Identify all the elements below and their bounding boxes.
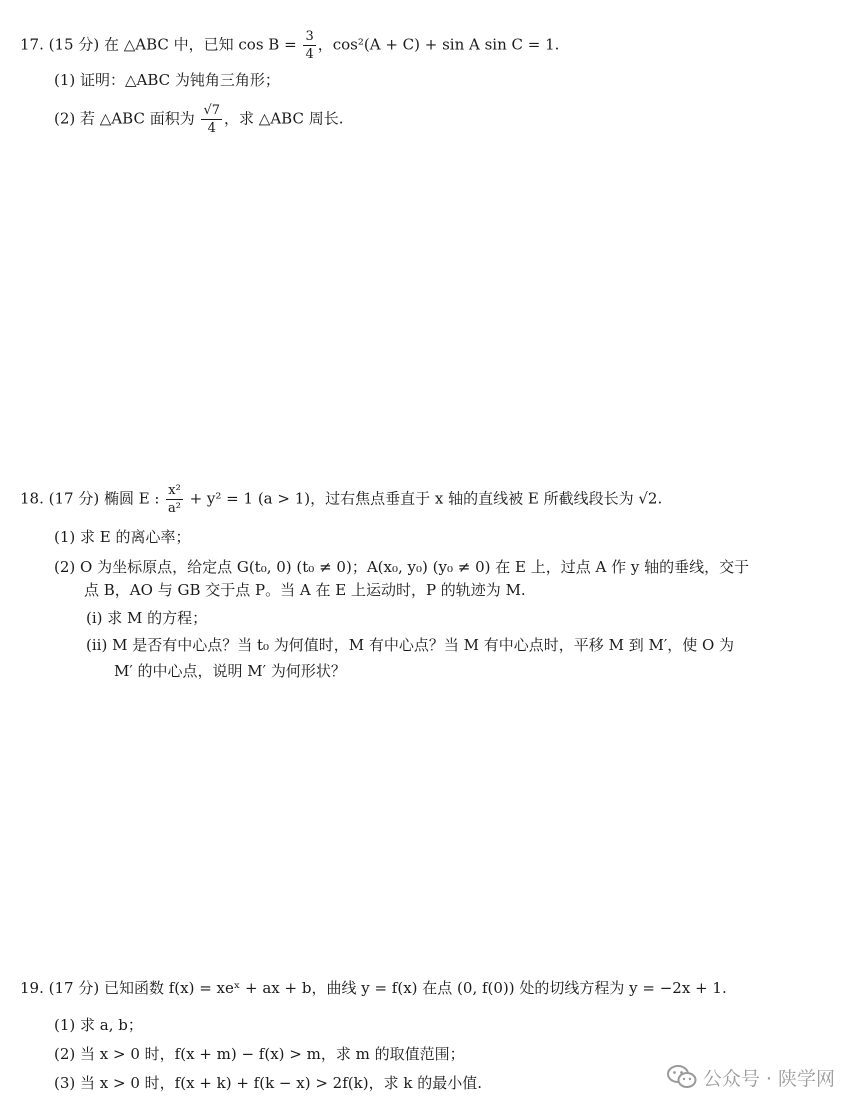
q18-part2-ii-line1: (ii) M 是否有中心点？当 t₀ 为何值时，M 有中心点？当 M 有中心点时，平移 M 到 M′，使 O 为 — [86, 636, 735, 654]
q17-cosB-numerator: 3 — [305, 29, 314, 44]
q17-header — [20, 30, 559, 61]
q17-area-numerator: √7 — [203, 103, 221, 118]
q18-header-mid: + y² = 1 (a > 1)，过右焦点垂直于 x 轴的直线被 E 所截线段长为 — [184, 489, 639, 508]
q19-part2: (2) 当 x > 0 时，f(x + m) − f(x) > m，求 m 的取值范围； — [54, 1045, 465, 1063]
q18-part2-i: (i) 求 M 的方程； — [86, 609, 208, 627]
q18-header-pre: 18. (17 分) 椭圆 E : — [20, 489, 165, 508]
q17-cosB-fraction — [303, 30, 315, 61]
q17-header-post: ，cos²(A + C) + sin A sin C = 1. — [317, 35, 560, 54]
watermark — [667, 1063, 835, 1091]
watermark-text: 公众号 · 陕学网 — [702, 1067, 835, 1090]
q17-part1: (1) 证明：△ABC 为钝角三角形； — [54, 71, 280, 89]
q19-header: 19. (17 分) 已知函数 f(x) = xeˣ + ax + b，曲线 y = f(x) 在点 (0, f(0)) 处的切线方程为 y = −2x + 1. — [20, 979, 727, 997]
q17-part2-pre: (2) 若 △ABC 面积为 — [54, 109, 200, 128]
q17-cosB-denominator: 4 — [305, 47, 314, 62]
q18-ellipse-fraction — [166, 484, 183, 515]
q17-area-fraction — [201, 104, 222, 135]
q18-ellipse-numerator: x² — [168, 483, 181, 498]
q19-part3: (3) 当 x > 0 时，f(x + k) + f(k − x) > 2f(k)，求 k 的最小值. — [54, 1074, 482, 1092]
q18-chord-length: √2 — [638, 489, 658, 508]
q18-part1: (1) 求 E 的离心率； — [54, 528, 191, 546]
q18-header — [20, 484, 662, 515]
q17-area-denominator: 4 — [207, 121, 216, 136]
q17-header-pre: 17. (15 分) 在 △ABC 中，已知 cos B = — [20, 35, 302, 54]
q18-part2-line2: 点 B，AO 与 GB 交于点 P。当 A 在 E 上运动时，P 的轨迹为 M. — [84, 581, 526, 599]
q18-header-end: . — [657, 489, 663, 508]
wechat-logo-icon — [667, 1064, 697, 1090]
q18-part2-line1: (2) O 为坐标原点，给定点 G(t₀, 0) (t₀ ≠ 0)；A(x₀, y₀) (y₀ ≠ 0) 在 E 上，过点 A 作 y 轴的垂线，交于 — [54, 558, 750, 576]
q17-part2 — [54, 104, 343, 135]
q18-part2-ii-line2: M′ 的中心点，说明 M′ 为何形状？ — [114, 662, 346, 680]
q19-part1: (1) 求 a, b； — [54, 1016, 143, 1034]
q18-ellipse-denominator: a² — [168, 501, 182, 516]
q17-part2-post: ，求 △ABC 周长. — [224, 109, 344, 128]
